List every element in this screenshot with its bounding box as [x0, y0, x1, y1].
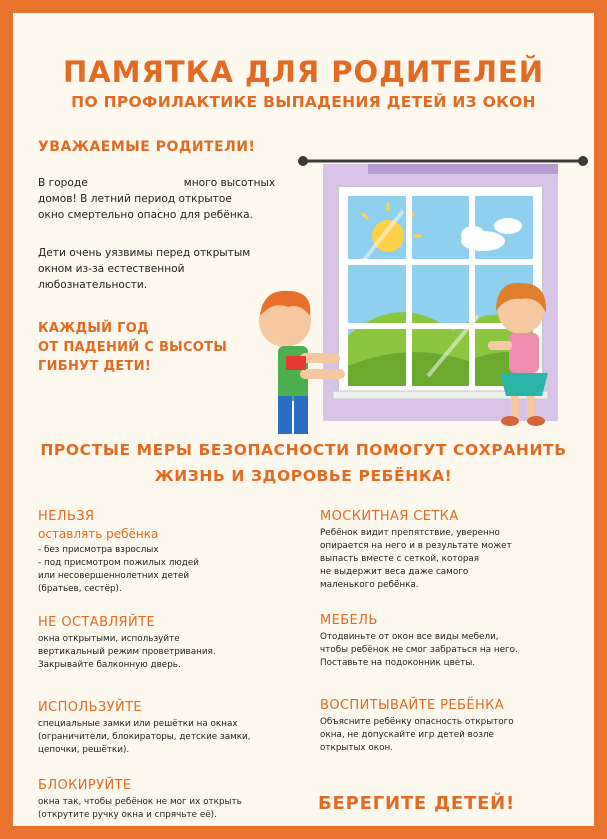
text-line: опирается на него и в результате может — [320, 541, 512, 551]
text-line: чтобы ребёнок не смог забраться на него. — [320, 645, 518, 655]
block-text — [38, 633, 308, 672]
intro-p1-rest: много высотных — [183, 177, 276, 189]
text-line: цепочки, решётки). — [38, 745, 130, 755]
block-never — [38, 509, 308, 596]
block-heading: НЕЛЬЗЯ — [38, 509, 95, 524]
text-line: (открутите ручку окна и спрячьте её). — [38, 810, 217, 820]
warning-line-2: ОТ ПАДЕНИЙ С ВЫСОТЫ — [38, 340, 228, 355]
intro-p1-start: В городе — [38, 177, 88, 189]
text-line: - без присмотра взрослых — [38, 545, 159, 555]
block-heading: НЕ ОСТАВЛЯЙТЕ — [38, 615, 156, 630]
safety-headline-1: ПРОСТЫЕ МЕРЫ БЕЗОПАСНОСТИ ПОМОГУТ СОХРАНИТЬ — [40, 441, 567, 459]
text-line: открытых окон. — [320, 743, 394, 753]
poster-body — [13, 13, 594, 826]
safety-headline-2: ЖИЗНЬ И ЗДОРОВЬЕ РЕБЁНКА! — [154, 467, 453, 485]
block-heading: МЕБЕЛЬ — [320, 613, 378, 628]
greeting-heading: УВАЖАЕМЫЕ РОДИТЕЛИ! — [38, 139, 256, 155]
block-heading: МОСКИТНАЯ СЕТКА — [320, 509, 459, 524]
text-line: окна, не допускайте игр детей возле — [320, 730, 494, 740]
block-heading: ВОСПИТЫВАЙТЕ РЕБЁНКА — [320, 698, 505, 713]
block-text — [320, 631, 585, 670]
intro-p1-line2: домов! В летний период открытое — [38, 193, 232, 205]
block-dont-leave — [38, 615, 308, 672]
text-line: не выдержит веса даже самого — [320, 567, 469, 577]
warning-line-1: КАЖДЫЙ ГОД — [38, 321, 149, 336]
intro-p2-line2: окном из-за естественной — [38, 263, 185, 275]
window-illustration — [238, 141, 588, 441]
block-text — [320, 716, 585, 755]
text-line: (ограничители, блокираторы, детские замки, — [38, 732, 251, 742]
intro-p2-line1: Дети очень уязвимы перед открытым — [38, 247, 251, 259]
page-subtitle: ПО ПРОФИЛАКТИКЕ ВЫПАДЕНИЯ ДЕТЕЙ ИЗ ОКОН — [71, 93, 536, 111]
text-line: (братьев, сестёр). — [38, 584, 122, 594]
block-mosquito-net — [320, 509, 585, 592]
text-line: выпасть вместе с сеткой, которая — [320, 554, 480, 564]
block-use — [38, 700, 308, 757]
warning-line-3: ГИБНУТ ДЕТИ! — [38, 359, 152, 374]
intro-p1-line3: окно смертельно опасно для ребёнка. — [38, 209, 254, 221]
text-line: Ребёнок видит препятствие, уверенно — [320, 528, 500, 538]
text-line: или несовершеннолетних детей — [38, 571, 190, 581]
intro-p2-line3: любознательности. — [38, 279, 148, 291]
text-line: окна так, чтобы ребёнок не мог их открыть — [38, 797, 242, 807]
text-line: вертикальный режим проветривания. — [38, 647, 216, 657]
block-text — [38, 718, 308, 757]
block-text — [38, 544, 308, 596]
text-line: специальные замки или решётки на окнах — [38, 719, 238, 729]
text-line: Закрывайте балконную дверь. — [38, 660, 181, 670]
text-line: окна открытыми, используйте — [38, 634, 180, 644]
block-educate — [320, 698, 585, 755]
block-furniture — [320, 613, 585, 670]
block-subheading: оставлять ребёнка — [38, 527, 159, 541]
block-text — [38, 796, 308, 822]
text-line: Отодвиньте от окон все виды мебели, — [320, 632, 499, 642]
text-line: Поставьте на подоконник цветы. — [320, 658, 476, 668]
text-line: Объясните ребёнку опасность открытого — [320, 717, 514, 727]
block-text — [320, 527, 585, 592]
text-line: - под присмотром пожилых людей — [38, 558, 199, 568]
page-title: ПАМЯТКА ДЛЯ РОДИТЕЛЕЙ — [62, 55, 545, 89]
block-heading: ИСПОЛЬЗУЙТЕ — [38, 700, 143, 715]
block-heading: БЛОКИРУЙТЕ — [38, 778, 132, 793]
closing-slogan: БЕРЕГИТЕ ДЕТЕЙ! — [318, 793, 516, 814]
text-line: маленького ребёнка. — [320, 580, 419, 590]
block-lock — [38, 778, 308, 822]
